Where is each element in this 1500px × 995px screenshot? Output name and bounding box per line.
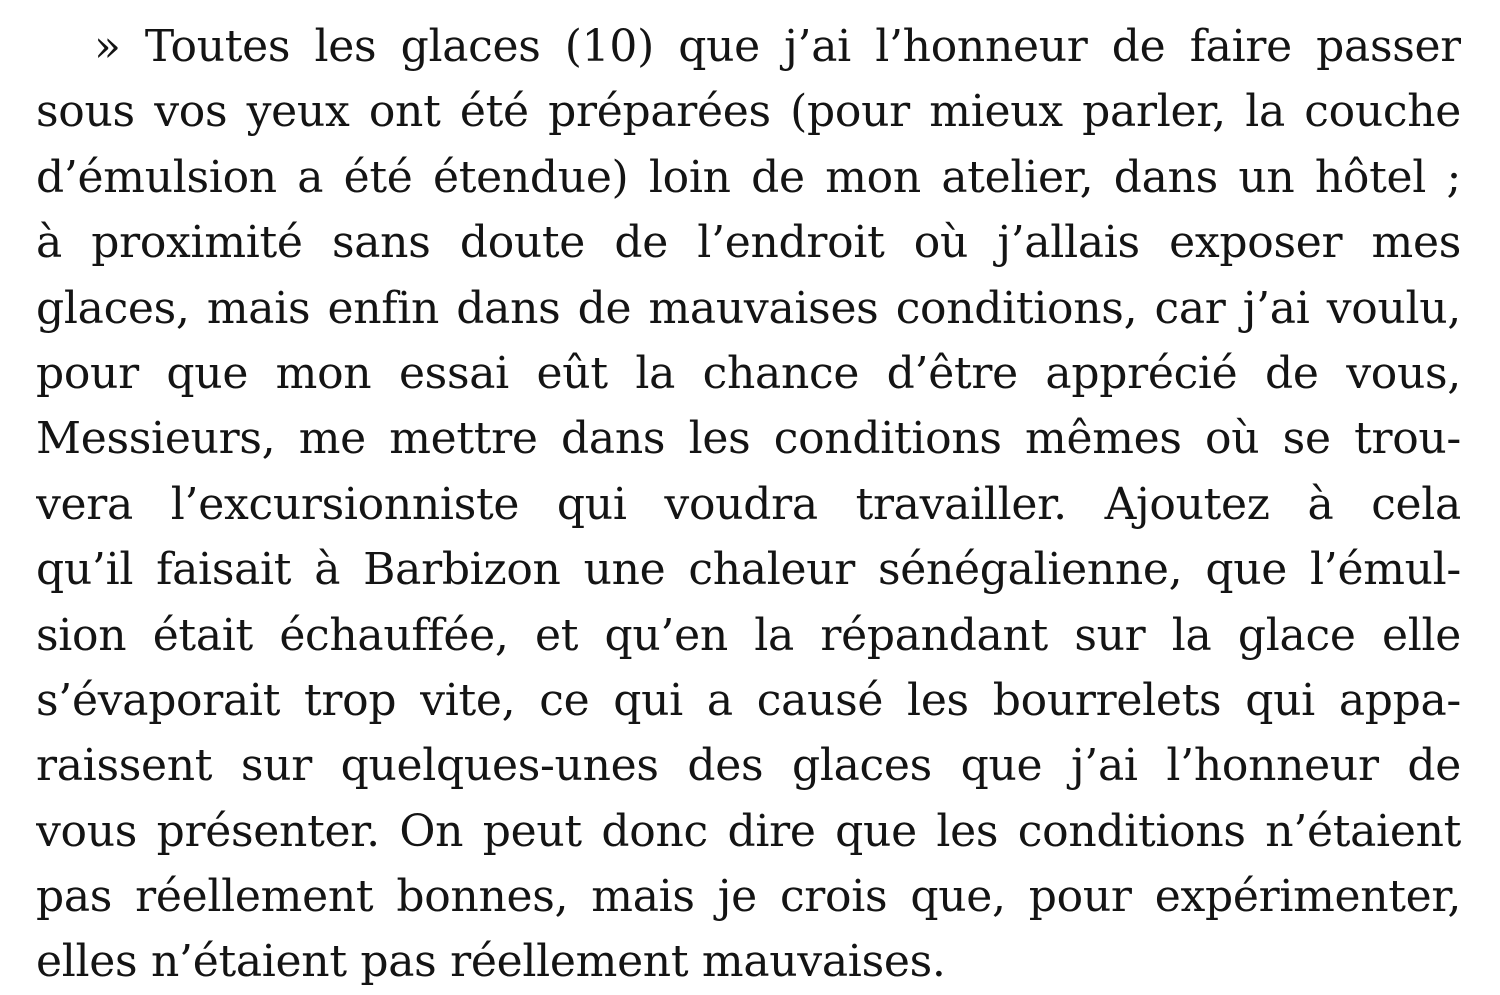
text-line-12: raissent sur quelques-unes des glaces que j’ai l’honneur de <box>36 740 1461 792</box>
text-line-8: vera l’excursionniste qui voudra travailler. Ajoutez à cela <box>36 478 1461 530</box>
text-line-11: s’évaporait trop vite, ce qui a causé les bourrelets qui appa- <box>36 674 1461 726</box>
text-line-3: d’émulsion a été étendue) loin de mon atelier, dans un hôtel ; <box>36 151 1461 203</box>
text-line-9: qu’il faisait à Barbizon une chaleur sénégalienne, que l’émul- <box>36 544 1461 596</box>
text-line-10: sion était échauffée, et qu’en la répandant sur la glace elle <box>36 609 1461 661</box>
text-line-5: glaces, mais enfin dans de mauvaises conditions, car j’ai voulu, <box>36 282 1461 334</box>
text-line-2: sous vos yeux ont été préparées (pour mieux parler, la couche <box>36 86 1461 138</box>
text-line-1: » Toutes les glaces (10) que j’ai l’honneur de faire passer <box>94 21 1461 72</box>
text-passage <box>36 14 1461 995</box>
text-line-13: vous présenter. On peut donc dire que les conditions n’étaient <box>36 805 1461 857</box>
text-line-15: elles n’étaient pas réellement mauvaises. <box>36 936 946 988</box>
text-line-7: Messieurs, me mettre dans les conditions mêmes où se trou- <box>36 413 1461 465</box>
text-line-14: pas réellement bonnes, mais je crois que, pour expérimenter, <box>36 871 1461 923</box>
text-line-4: à proximité sans doute de l’endroit où j’allais exposer mes <box>36 217 1461 269</box>
text-line-6: pour que mon essai eût la chance d’être apprécié de vous, <box>36 347 1461 399</box>
